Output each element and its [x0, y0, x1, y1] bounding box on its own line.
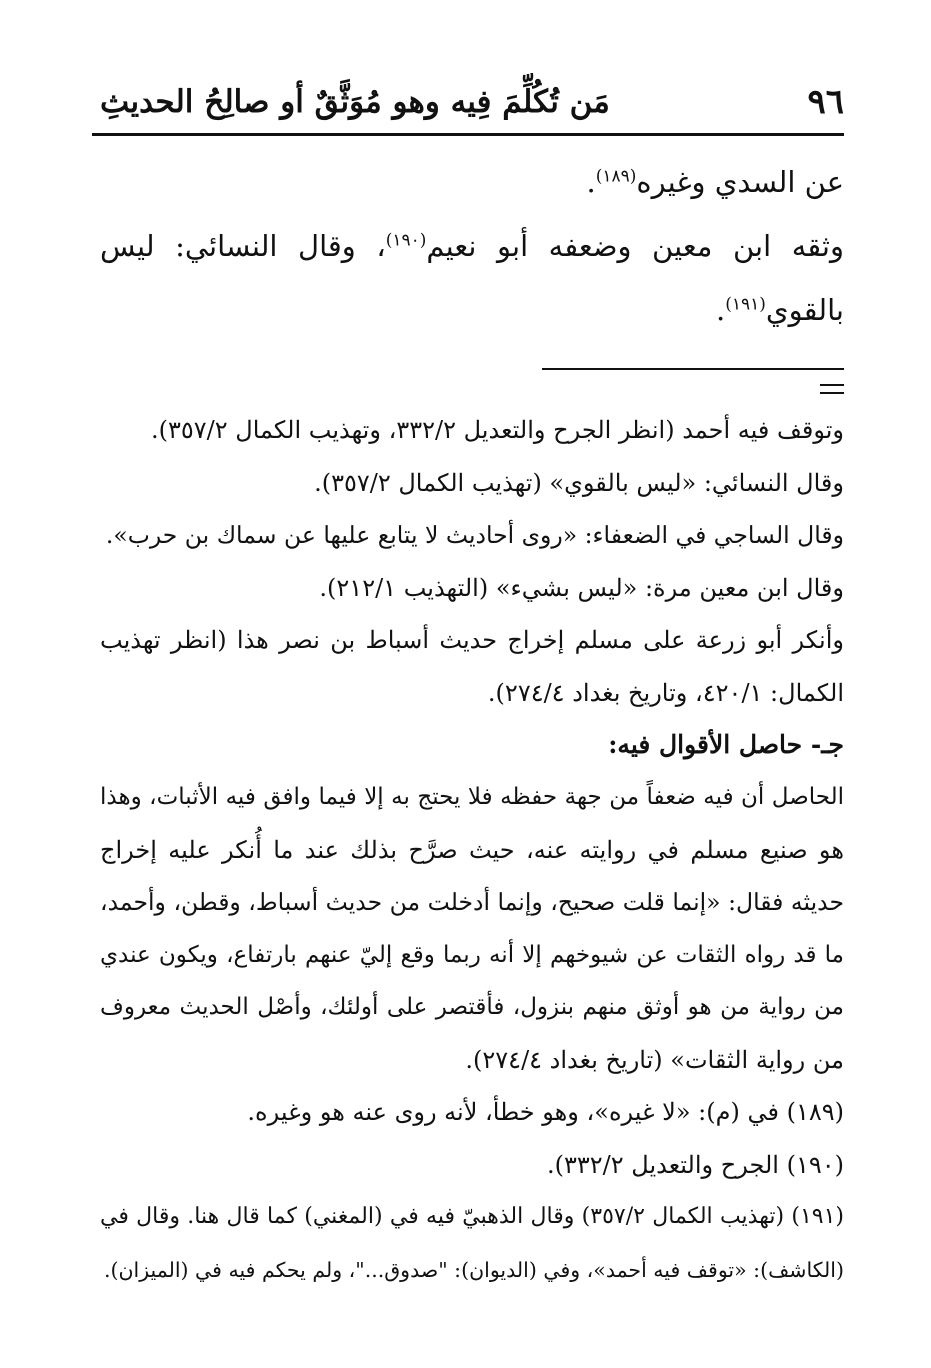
text-segment: .	[716, 293, 726, 327]
note-line: وقال الساجي في الضعفاء: «روى أحاديث لا يتابع عليها عن سماك بن حرب».	[105, 521, 844, 549]
text-segment: بالقوي	[765, 293, 844, 327]
note-line: هو صنيع مسلم في روايته عنه، حيث صرَّح بذلك عند ما أُنكر عليه إخراج	[100, 835, 844, 864]
text-segment: عن السدي وغيره	[636, 165, 844, 199]
footnote-191: (١٩١) (تهذيب الكمال ٣٥٧/٢) وقال الذهبيّ فيه في (المغني) كما قال هنا. وقال في	[100, 1204, 845, 1229]
text-line	[100, 278, 844, 342]
text-segment: ، وقال النسائي: ليس	[100, 229, 386, 263]
footnote-ref: (١٩٠)	[385, 230, 427, 251]
note-line: وقال ابن معين مرة: «ليس بشيء» (التهذيب ٢١٢/١).	[319, 573, 844, 602]
note-line: من رواية من هو أوثق منهم بنزول، فأقتصر على أولئك، وأصْل الحديث معروف	[100, 994, 844, 1020]
main-text	[100, 150, 844, 342]
note-line: من رواية الثقات» (تاريخ بغداد ٢٧٤/٤).	[465, 1045, 844, 1074]
running-title: مَن تُكُلِّمَ فِيه وهو مُوَثَّقٌ أو صالِحُ الحديثِ	[100, 84, 610, 120]
footnote-189: (١٨٩) في (م): «لا غيره»، وهو خطأ، لأنه روى عنه هو وغيره.	[247, 1098, 844, 1126]
note-line: الحاصل أن فيه ضعفاً من جهة حفظه فلا يحتج به إلا فيما وافق فيه الأثبات، وهذا	[100, 784, 844, 810]
note-line: وأنكر أبو زرعة على مسلم إخراج حديث أسباط بن نصر هذا (انظر تهذيب	[100, 626, 844, 654]
footnotes	[100, 404, 844, 1296]
header-rule	[92, 133, 844, 136]
note-line: وتوقف فيه أحمد (انظر الجرح والتعديل ٣٣٢/٢، وتهذيب الكمال ٣٥٧/٢).	[151, 416, 844, 444]
note-line: حديثه فقال: «إنما قلت صحيح، وإنما أدخلت من حديث أسباط، وقطن، وأحمد،	[100, 888, 844, 916]
text-segment: وثقه ابن معين وضعفه أبو نعيم	[426, 229, 844, 263]
text-segment: .	[586, 165, 596, 199]
note-line: ما قد رواه الثقات عن شيوخهم إلا أنه ربما وقع إليّ عنهم بارتفاع، ويكون عندي	[100, 941, 844, 968]
page-number: ٩٦	[807, 82, 844, 122]
footnote-ref: (١٩١)	[725, 294, 766, 315]
continuation-mark	[820, 384, 844, 394]
footnote-ref: (١٨٩)	[595, 166, 637, 187]
note-line: وقال النسائي: «ليس بالقوي» (تهذيب الكمال ٣٥٧/٢).	[314, 468, 844, 497]
footnote-190: (١٩٠) الجرح والتعديل ٣٣٢/٢).	[546, 1150, 844, 1179]
footnote-191-continued: (الكاشف): «توقف فيه أحمد»، وفي (الديوان): "صدوق..."، ولم يحكم فيه في (الميزان).	[103, 1257, 844, 1282]
page-header	[100, 78, 844, 126]
text-line	[100, 214, 844, 278]
footnote-separator	[542, 368, 844, 370]
text-line	[100, 150, 844, 214]
note-line: الكمال: ٤٢٠/١، وتاريخ بغداد ٢٧٤/٤).	[487, 678, 844, 707]
section-heading: جـ- حاصل الأقوال فيه:	[608, 730, 844, 759]
